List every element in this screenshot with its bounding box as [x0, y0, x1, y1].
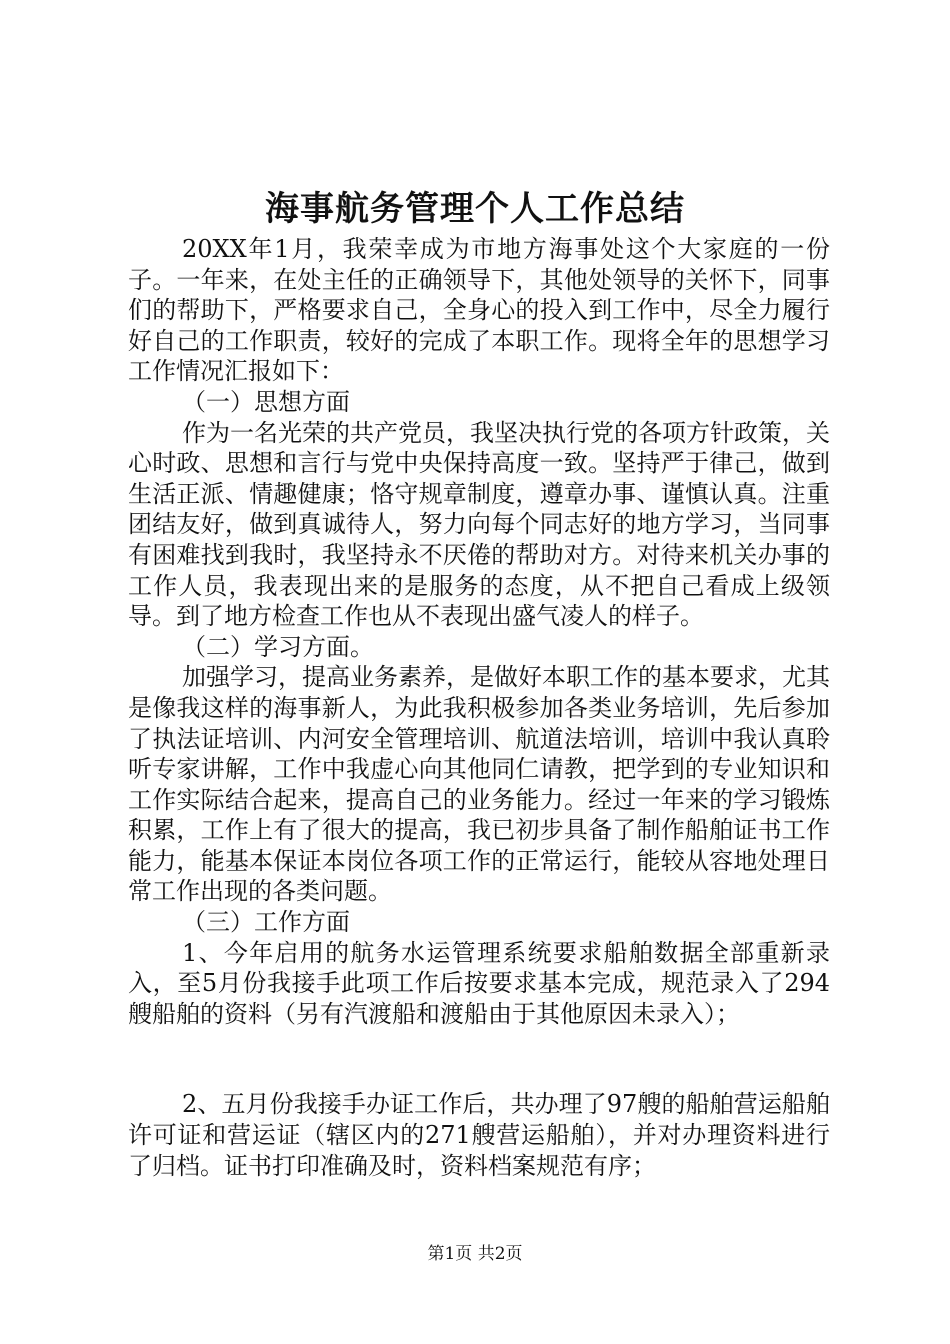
- section-heading-work: （三）工作方面: [182, 908, 350, 937]
- document-body: [128, 234, 830, 1181]
- paragraph-work-item-1: 1、今年启用的航务水运管理系统要求船舶数据全部重新录入，至5月份我接手此项工作后按要求基本完成，规范录入了294艘船舶的资料（另有汽渡船和渡船由于其他原因未录入）；: [128, 938, 830, 1028]
- paragraph-study: 加强学习，提高业务素养，是做好本职工作的基本要求，尤其是像我这样的海事新人，为此我积极参加各类业务培训，先后参加了执法证培训、内河安全管理培训、航道法培训，培训中我认真聆听专家讲解，工作中我虚心向其他同仁请教，把学到的专业知识和工作实际结合起来，提高自己的业务能力。经过一年来的学习锻炼积累，工作上有了很大的提高，我已初步具备了制作船舶证书工作能力，能基本保证本岗位各项工作的正常运行，能较从容地处理日常工作出现的各类问题。: [128, 663, 830, 906]
- section-heading-thought: （一）思想方面: [182, 387, 350, 416]
- paragraph-intro: 20XX年1月，我荣幸成为市地方海事处这个大家庭的一份子。一年来，在处主任的正确领导下，其他处领导的关怀下，同事们的帮助下，严格要求自己，全身心的投入到工作中，尽全力履行好自己的工作职责，较好的完成了本职工作。现将全年的思想学习工作情况汇报如下：: [128, 235, 830, 386]
- page-number: 第1页 共2页: [427, 1244, 523, 1264]
- paragraph-work-item-2: 2、五月份我接手办证工作后，共办理了97艘的船舶营运船舶许可证和营运证（辖区内的271艘营运船舶），并对办理资料进行了归档。证书打印准确及时，资料档案规范有序；: [128, 1090, 830, 1180]
- paragraph-thought: 作为一名光荣的共产党员，我坚决执行党的各项方针政策，关心时政、思想和言行与党中央保持高度一致。坚持严于律己，做到生活正派、情趣健康；恪守规章制度，遵章办事、谨慎认真。注重团结友好，做到真诚待人，努力向每个同志好的地方学习，当同事有困难找到我时，我坚持永不厌倦的帮助对方。对待来机关办事的工作人员，我表现出来的是服务的态度，从不把自己看成上级领导。到了地方检查工作也从不表现出盛气凌人的样子。: [128, 418, 830, 631]
- document-title: 海事航务管理个人工作总结: [265, 189, 685, 229]
- section-heading-study: （二）学习方面。: [182, 632, 374, 661]
